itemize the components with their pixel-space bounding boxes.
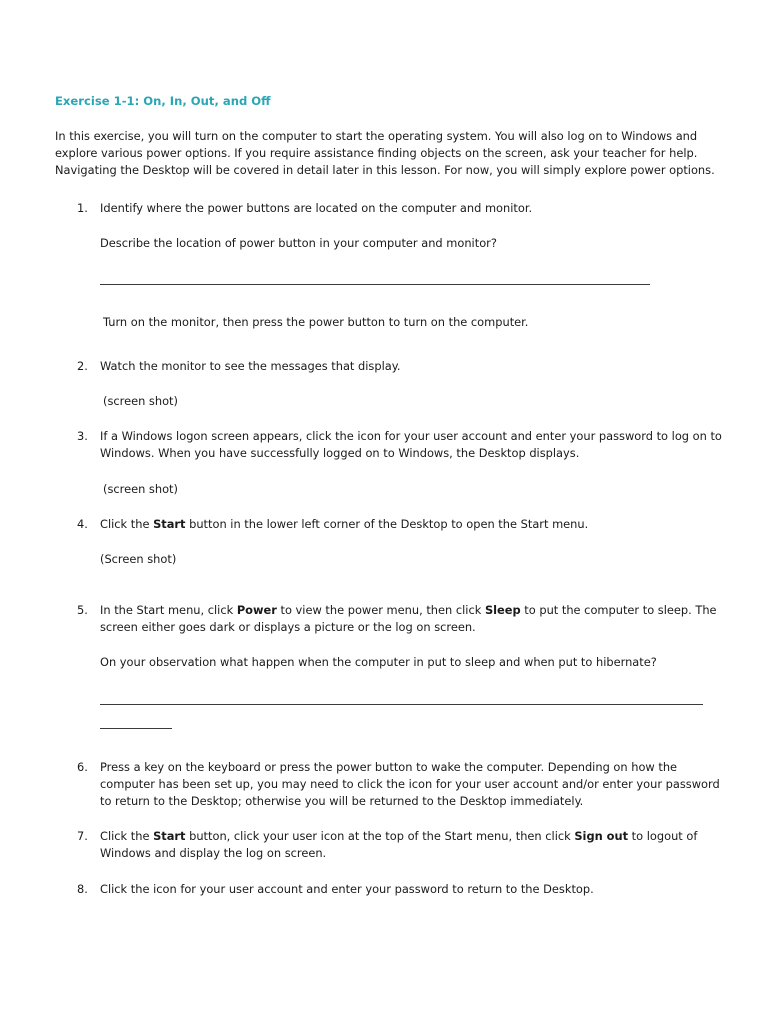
text-segment: button in the lower left corner of the Desktop to open the Start menu. <box>185 517 589 531</box>
intro-line: Navigating the Desktop will be covered in detail later in this lesson. For now, you will simply explore power options. <box>55 163 715 177</box>
start-keyword: Start <box>153 829 186 843</box>
step-number: 7. <box>77 829 88 843</box>
text-segment: to put the computer to sleep. The <box>520 603 717 617</box>
step-line: Windows. When you have successfully logged on to Windows, the Desktop displays. <box>100 446 580 460</box>
step-text <box>100 516 720 533</box>
screenshot-note: (Screen shot) <box>100 552 177 566</box>
step-text <box>100 428 720 462</box>
intro-line: explore various power options. If you require assistance finding objects on the screen, ask your teacher for help. <box>55 146 698 160</box>
text-segment: Click the <box>100 517 154 531</box>
power-keyword: Power <box>236 603 277 617</box>
step-number: 3. <box>77 429 88 443</box>
sleep-keyword: Sleep <box>484 603 521 617</box>
step-line: computer has been set up, you may need to click the icon for your user account and/or enter your password <box>100 777 720 791</box>
step-line: Press a key on the keyboard or press the power button to wake the computer. Depending on how the <box>100 760 678 774</box>
answer-line[interactable] <box>100 704 703 705</box>
answer-line-continued[interactable] <box>100 728 172 729</box>
text-segment: to view the power menu, then click <box>276 603 485 617</box>
step-number: 6. <box>77 760 88 774</box>
text-segment: to logout of <box>628 829 698 843</box>
step-text <box>100 828 720 862</box>
answer-line[interactable] <box>100 284 650 285</box>
sign-out-keyword: Sign out <box>574 829 629 843</box>
text-segment: Click the <box>100 829 154 843</box>
step-line: screen either goes dark or displays a picture or the log on screen. <box>100 620 476 634</box>
step-number: 1. <box>77 201 88 215</box>
step-text <box>100 759 720 810</box>
exercise-title: Exercise 1-1: On, In, Out, and Off <box>55 94 271 108</box>
text-segment: In the Start menu, click <box>100 603 237 617</box>
step-text <box>100 602 720 636</box>
step-followup: Turn on the monitor, then press the power button to turn on the computer. <box>103 315 529 329</box>
step-number: 8. <box>77 882 88 896</box>
start-keyword: Start <box>153 517 186 531</box>
screenshot-note: (screen shot) <box>103 394 178 408</box>
step-line: to return to the Desktop; otherwise you will be returned to the Desktop immediately. <box>100 794 584 808</box>
step-line: Windows and display the log on screen. <box>100 846 327 860</box>
step-text: Identify where the power buttons are located on the computer and monitor. <box>100 201 533 215</box>
step-question: Describe the location of power button in your computer and monitor? <box>100 236 497 250</box>
screenshot-note: (screen shot) <box>103 482 178 496</box>
step-number: 5. <box>77 603 88 617</box>
text-segment: button, click your user icon at the top of the Start menu, then click <box>185 829 575 843</box>
step-text: Click the icon for your user account and enter your password to return to the Desktop. <box>100 882 594 896</box>
step-text: Watch the monitor to see the messages that display. <box>100 359 401 373</box>
step-line: If a Windows logon screen appears, click the icon for your user account and enter your password to log on to <box>100 429 722 443</box>
intro-line: In this exercise, you will turn on the computer to start the operating system. You will also log on to Windows and <box>55 129 698 143</box>
intro-paragraph <box>55 128 715 179</box>
step-number: 4. <box>77 517 88 531</box>
step-question: On your observation what happen when the computer in put to sleep and when put to hibernate? <box>100 655 657 669</box>
step-number: 2. <box>77 359 88 373</box>
